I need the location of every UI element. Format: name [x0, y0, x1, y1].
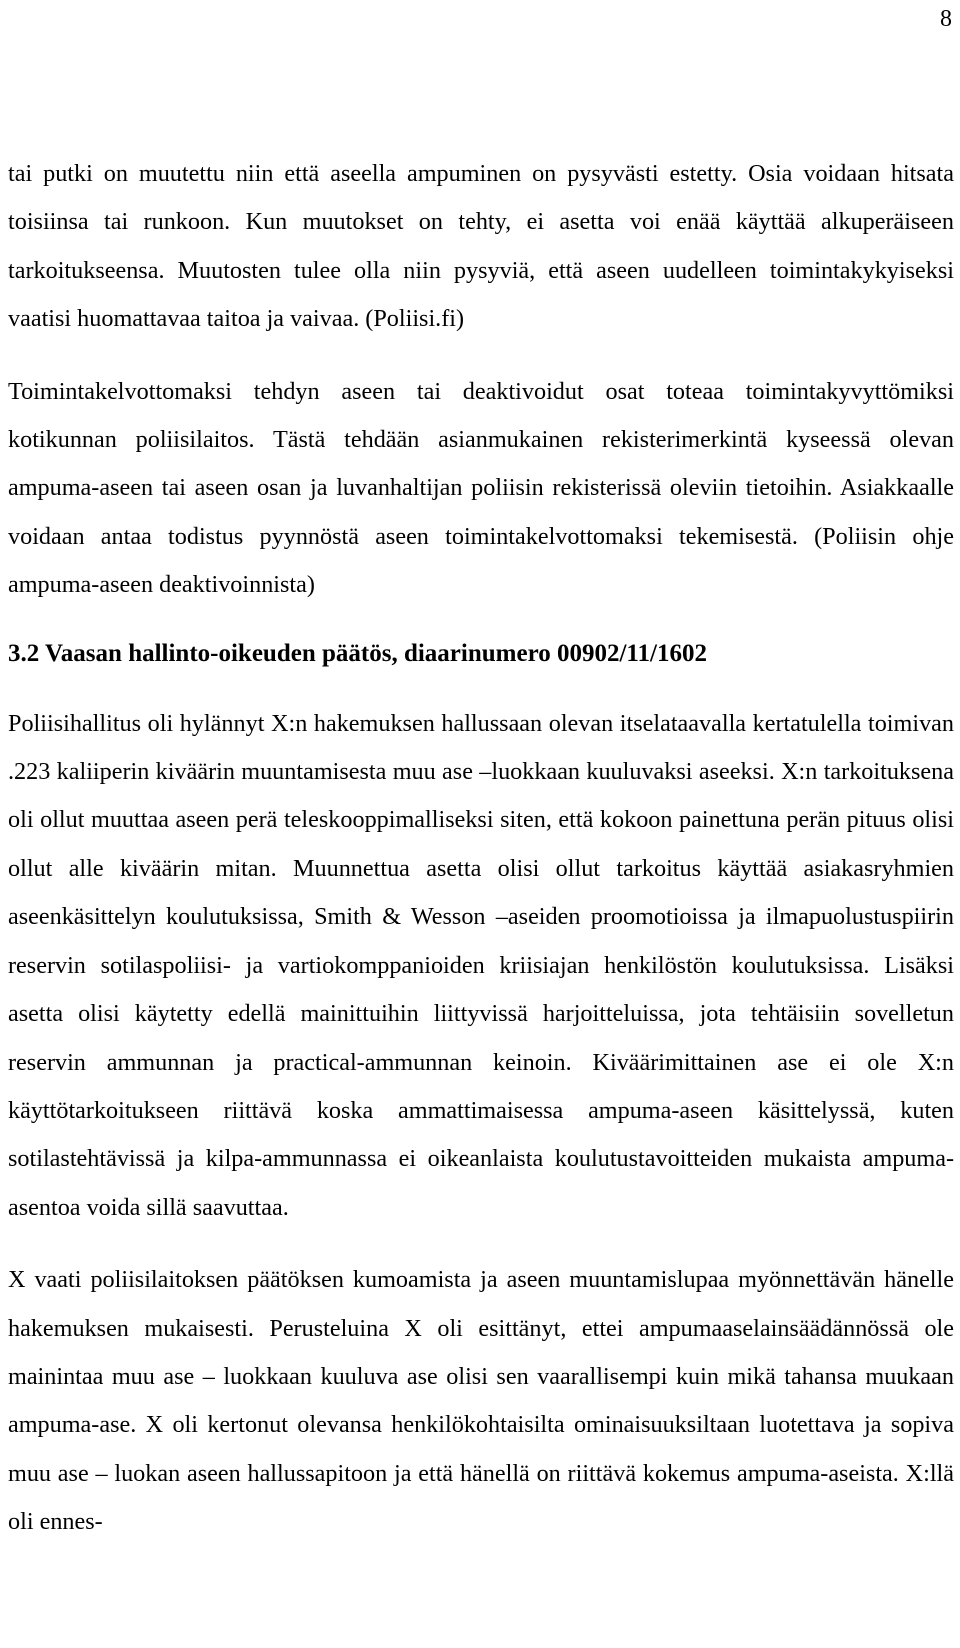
- paragraph-case-background: Poliisihallitus oli hylännyt X:n hakemuksen hallussaan olevan itselataavalla kertatulella toimivan .223 kaliiperin kiväärin muuntamisesta muu ase –luokkaan kuuluvaksi aseeksi. X:n tarkoituksena oli ollut muuttaa aseen perä teleskooppimalliseksi siten, että kokoon painettuna perän pituus olisi ollut alle kiväärin mitan. Muunnettua asetta olisi ollut tarkoitus käyttää asiakasryhmien aseenkäsittelyn koulutuksissa, Smith & Wesson –aseiden proomotioissa ja ilmapuolustuspiirin reservin sotilaspoliisi- ja vartiokomppanioiden kriisiajan henkilöstön koulutuksissa. Lisäksi asetta olisi käytetty edellä mainittuihin liittyvissä harjoitteluissa, jota tehtäisiin sovelletun reservin ammunnan ja practical-ammunnan keinoin. Kiväärimittainen ase ei ole X:n käyttötarkoitukseen riittävä koska ammattimaisessa ampuma-aseen käsittelyssä, kuten sotilastehtävissä ja kilpa-ammunnassa ei oikeanlaista koulutustavoitteiden mukaista ampuma-asentoa voida sillä saavuttaa.: [8, 709, 954, 1221]
- paragraph-deactivation-method: tai putki on muutettu niin että aseella ampuminen on pysyvästi estetty. Osia voidaan hitsata toisiinsa tai runkoon. Kun muutokset on tehty, ei asetta voi enää käyttää alkuperäiseen tarkoitukseensa. Muutosten tulee olla niin pysyviä, että aseen uudelleen toimintakykyiseksi vaatisi huomattavaa taitoa ja vaivaa. (Poliisi.fi): [8, 160, 954, 333]
- paragraph-deactivation-registration: Toimintakelvottomaksi tehdyn aseen tai deaktivoidut osat toteaa toimintakyvyttömiksi kotikunnan poliisilaitos. Tästä tehdään asianmukainen rekisterimerkintä kyseessä olevan ampuma-aseen tai aseen osan ja luvanhaltijan poliisin rekisterissä oleviin tietoihin. Asiakkaalle voidaan antaa todistus pyynnöstä aseen toimintakelvottomaksi tekemisestä. (Poliisin ohje ampuma-aseen deaktivoinnista): [8, 377, 954, 599]
- document-body: [8, 150, 954, 1547]
- page-number: 8: [940, 6, 952, 32]
- section-heading: 3.2 Vaasan hallinto-oikeuden päätös, diaarinumero 00902/11/1602: [8, 639, 707, 667]
- paragraph-appeal-grounds: X vaati poliisilaitoksen päätöksen kumoamista ja aseen muuntamislupaa myönnettävän hänelle hakemuksen mukaisesti. Perusteluina X oli esittänyt, ettei ampumaaselainsäädännössä ole mainintaa muu ase – luokkaan kuuluva ase olisi sen vaarallisempi kuin mikä tahansa muukaan ampuma-ase. X oli kertonut olevansa henkilökohtaisilta ominaisuuksiltaan luotettava ja sopiva muu ase – luokan aseen hallussapitoon ja että hänellä on riittävä kokemus ampuma-aseista. X:llä oli ennes-: [8, 1266, 954, 1536]
